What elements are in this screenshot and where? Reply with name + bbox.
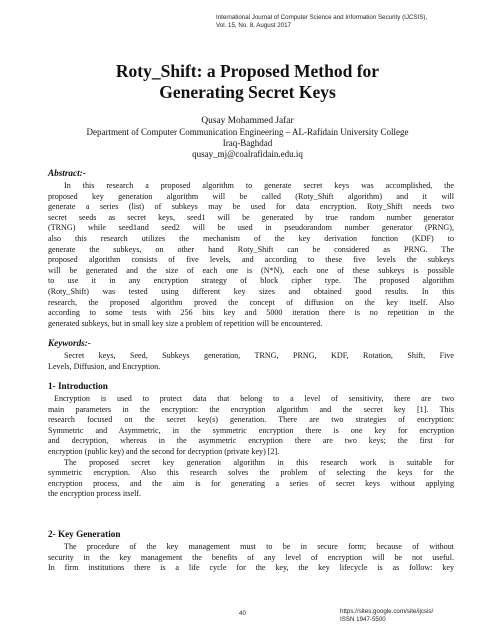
- title-line-2: Generating Secret Keys: [159, 82, 336, 102]
- abstract-line: also this research utilizes the mechanism of the key derivation function (KDF) to: [48, 233, 454, 243]
- introduction-section: [48, 381, 454, 500]
- author-department: Department of Computer Communication Engineering – AL-Rafidain University College: [86, 127, 409, 137]
- key-generation-heading: 2- Key Generation: [48, 529, 121, 539]
- keywords-line: Secret keys, Seed, Subkeys generation, TRNG, PRNG, KDF, Rotation, Shift, Five: [64, 351, 454, 360]
- key-generation-section: [48, 529, 454, 574]
- abstract-line: In this research a proposed algorithm to generate secret keys was accomplished, the: [64, 181, 454, 190]
- abstract-line: research, the proposed algorithm proved the concept of diffusion on the key itself. Also: [48, 297, 454, 307]
- introduction-line: Encryption is used to protect data that belong to a level of sensitivity, there are two: [54, 394, 454, 403]
- introduction-heading: 1- Introduction: [48, 381, 108, 391]
- abstract-line: will be generated and the size of each one is (N*N), each one of these subkeys is possible: [48, 265, 454, 275]
- introduction-line: encryption process, and the aim is for generating a series of secret keys without applying: [48, 478, 454, 488]
- abstract-line: generate a series (list) of subkeys may be used for data encryption. Roty_Shift needs two: [48, 202, 454, 212]
- abstract-line: proposed algorithm consists of five levels, and according to these five levels the subkeys: [48, 255, 454, 265]
- introduction-line: and decryption, whereas in the asymmetric encryption there are two keys; the first for: [48, 436, 454, 446]
- title-line-1: Roty_Shift: a Proposed Method for: [115, 61, 380, 81]
- author-block: [30, 116, 465, 160]
- journal-volume: Vol. 15, No. 8, August 2017: [216, 22, 291, 29]
- introduction-line: encryption (public key) and the second for decryption (private key) [2].: [48, 446, 280, 456]
- abstract-line: proposed key generation algorithm will be called (Roty_Shift algorithm) and it will: [48, 191, 454, 201]
- abstract-line: generate the subkeys, on other hand Roty_Shift can be considered as PRNG. The: [48, 244, 454, 254]
- key-generation-line: security in the key management the benefits of any level of encryption will be not useful.: [48, 552, 454, 562]
- key-generation-text: [48, 542, 454, 574]
- introduction-line: The proposed secret key generation algorithm in this research work is suitable for: [64, 457, 454, 467]
- abstract-line: according to some tests with 256 bits key and 5000 iteration there is no repetition in the: [48, 308, 454, 318]
- paper-title: [40, 61, 455, 103]
- introduction-line: Symmetric and Asymmetric, in the symmetric encryption there is one key for encryption: [48, 425, 454, 435]
- abstract-line: (Roty_Shift) was tested using different key sizes and obtained good results. In this: [48, 286, 454, 296]
- introduction-line: symmetric encryption. Also this research solves the problem of selecting the keys for the: [48, 468, 454, 478]
- keywords-section: [48, 338, 454, 372]
- footer-url[interactable]: https://sites.google.com/site/ijcsis/: [340, 608, 434, 615]
- introduction-line: research focused on the secret key(s) generation. There are two strategies of encryption:: [48, 415, 454, 425]
- journal-header: [216, 14, 486, 30]
- abstract-line: (TRNG) while seed1and seed2 will be used in pseudorandom number generator (PRNG),: [48, 223, 454, 233]
- abstract-line: to use it in any encryption strategy of block cipher type. The proposed algorithm: [48, 276, 454, 286]
- keywords-heading: Keywords:-: [48, 338, 91, 348]
- author-email: qusay_mj@coalrafidain.edu.iq: [192, 149, 303, 159]
- introduction-text: [48, 394, 454, 500]
- abstract-line: secret seeds as secret keys, seed1 will be generated by true random number generator: [48, 212, 454, 222]
- author-name: Qusay Mohammed Jafar: [201, 116, 294, 126]
- introduction-line: main parameters in the encryption: the encryption algorithm and the secret key [1]. This: [48, 404, 454, 414]
- abstract-line: generated subkeys, but in small key size a problem of repetition will be encountered.: [48, 318, 323, 328]
- keywords-line: Levels, Diffusion, and Encryption.: [48, 361, 161, 371]
- author-location: Iraq-Baghdad: [222, 138, 273, 148]
- journal-name: International Journal of Computer Science and Information Security (IJCSIS),: [216, 14, 428, 21]
- introduction-line: the encryption process itself.: [48, 489, 142, 499]
- footer-info: [340, 608, 433, 624]
- footer-issn: ISSN 1947-5500: [340, 616, 386, 623]
- page-number: 40: [239, 610, 246, 617]
- key-generation-line: The procedure of the key management must to be in secure form; because of without: [64, 542, 454, 551]
- key-generation-line: In firm institutions there is a life cycle for the key, the key lifecycle is as follow: key: [48, 563, 454, 573]
- abstract-text: [48, 181, 454, 329]
- abstract-heading: Abstract:-: [48, 168, 86, 178]
- abstract-section: [48, 168, 454, 329]
- keywords-text: [48, 351, 454, 372]
